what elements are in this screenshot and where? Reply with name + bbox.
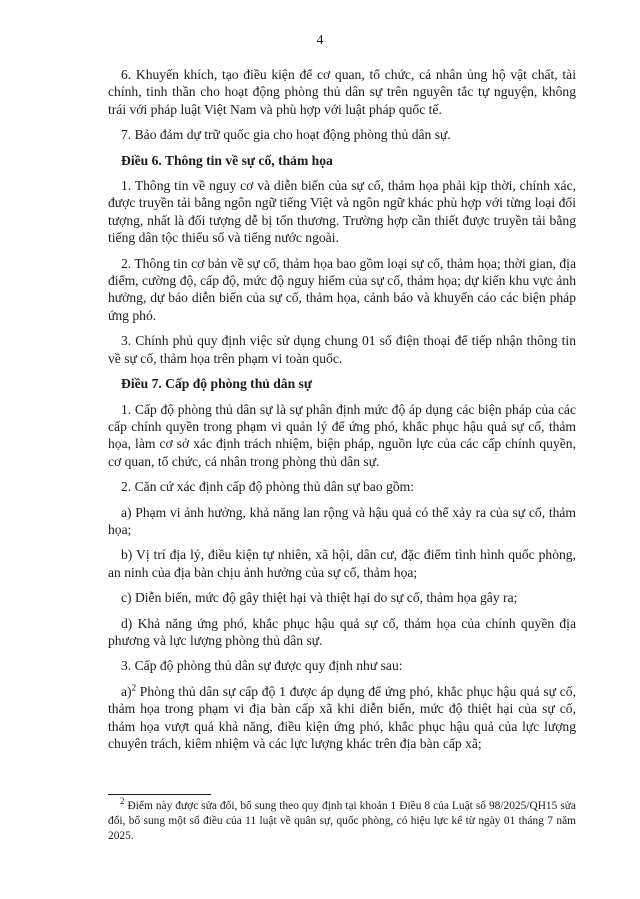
article-7-heading: Điều 7. Cấp độ phòng thủ dân sự: [121, 376, 312, 392]
footnote: [108, 796, 576, 844]
footnote-mark: 2: [120, 796, 125, 807]
article-7-clause-2-point-d: d) Khả năng ứng phó, khắc phục hậu quả sự cố, thảm họa của chính quyền địa phương và lực lượng phòng thủ dân sự.: [108, 615, 576, 648]
article-6-clause-2: 2. Thông tin cơ bản về sự cố, thảm họa bao gồm loại sự cố, thảm họa; thời gian, địa điểm, cường độ, cấp độ, mức độ nguy hiểm của sự cố, thảm họa; dự kiến khu vực ảnh hưởng, dự báo diễn biến của sự cố, thảm họa, cảnh báo và khuyến cáo các biện pháp ứng phó.: [108, 255, 576, 323]
article-6-heading: Điều 6. Thông tin về sự cố, thảm họa: [121, 152, 333, 168]
document-body: [108, 66, 576, 760]
footnote-text: Điểm này được sửa đổi, bổ sung theo quy định tại khoản 1 Điều 8 của Luật số 98/2025/QH15 sửa đổi, bổ sung một số điều của 11 luật về quân sự, quốc phòng, có hiệu lực kể từ ngày 01 tháng 7 năm 2025.: [108, 800, 576, 842]
footnote-reference[interactable]: 2: [131, 682, 137, 693]
article-7-clause-2-point-b: b) Vị trí địa lý, điều kiện tự nhiên, xã hội, dân cư, đặc điểm tình hình quốc phòng, an ninh của địa bàn chịu ảnh hưởng của sự cố, thảm họa;: [108, 547, 576, 580]
article-7-clause-2: 2. Căn cứ xác định cấp độ phòng thủ dân sự bao gồm:: [121, 479, 414, 495]
article-6-clause-3: 3. Chính phủ quy định việc sử dụng chung 01 số điện thoại để tiếp nhận thông tin về sự cố, thảm họa trên phạm vi toàn quốc.: [108, 333, 576, 366]
article-7-clause-3-point-a: [108, 683, 576, 753]
article-6-clause-1: 1. Thông tin về nguy cơ và diễn biến của sự cố, thảm họa phải kịp thời, chính xác, được truyền tải bằng ngôn ngữ tiếng Việt và ngôn ngữ khác phù hợp với từng loại đối tượng, nhất là đối tượng dễ bị tổn thương. Trường hợp cần thiết được truyền tải bằng tiếng dân tộc thiểu số và tiếng nước ngoài.: [108, 178, 576, 246]
point-a-text: Phòng thủ dân sự cấp độ 1 được áp dụng để ứng phó, khắc phục hậu quả sự cố, thảm họa trong phạm vi địa bàn cấp xã khi diễn biến, mức độ thiệt hại của sự cố, thảm họa vượt quá khả năng, điều kiện ứng phó, khắc phục hậu quả của lực lượng chuyên trách, kiêm nhiệm và các lực lượng khác trên địa bàn cấp xã;: [108, 683, 576, 751]
article-7-clause-1: 1. Cấp độ phòng thủ dân sự là sự phân định mức độ áp dụng các biện pháp của các cấp chính quyền trong phạm vi quản lý để ứng phó, khắc phục hậu quả sự cố, thảm họa, làm cơ sở xác định trách nhiệm, biện pháp, nguồn lực của các cấp chính quyền, cơ quan, tổ chức, cá nhân trong phòng thủ dân sự.: [108, 401, 576, 469]
page-number: 4: [316, 32, 324, 47]
clause-6: 6. Khuyến khích, tạo điều kiện để cơ quan, tổ chức, cá nhân ủng hộ vật chất, tài chính, tinh thần cho hoạt động phòng thủ dân sự trên nguyên tắc tự nguyện, không trái với pháp luật Việt Nam và phù hợp với luật pháp quốc tế.: [108, 67, 576, 117]
article-7-clause-2-point-c: c) Diễn biến, mức độ gây thiệt hại và thiệt hại do sự cố, thảm họa gây ra;: [121, 590, 518, 606]
point-a-prefix: a): [121, 683, 132, 699]
article-7-clause-3: 3. Cấp độ phòng thủ dân sự được quy định như sau:: [121, 658, 403, 674]
clause-7: 7. Bảo đảm dự trữ quốc gia cho hoạt động phòng thủ dân sự.: [121, 127, 451, 143]
footnote-divider: [108, 794, 211, 795]
article-7-clause-2-point-a: a) Phạm vi ảnh hưởng, khả năng lan rộng và hậu quả có thể xảy ra của sự cố, thảm họa;: [108, 504, 576, 537]
